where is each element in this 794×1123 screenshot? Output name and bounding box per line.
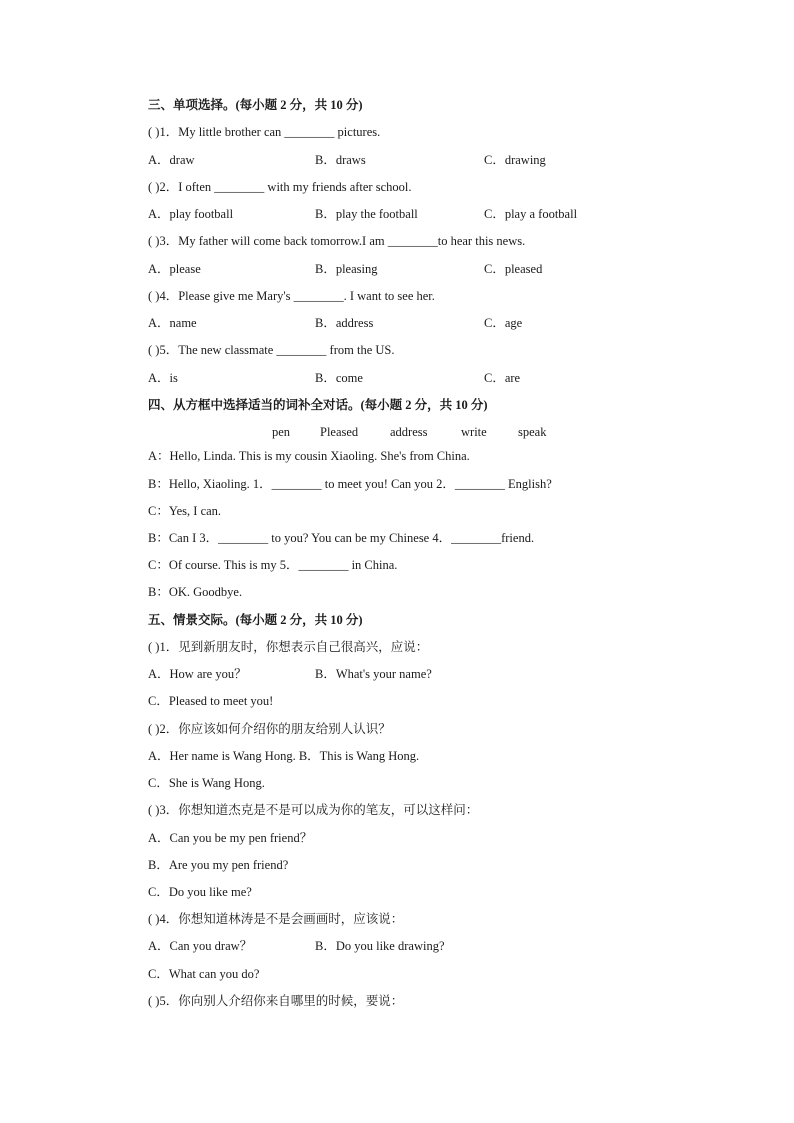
sec3-q5-stem: ( )5．The new classmate ________ from the US.: [148, 343, 395, 357]
sec3-q4-option-c: C．age: [484, 316, 523, 330]
sec3-q5-option-b: B．come: [315, 371, 363, 385]
sec3-q1-stem: ( )1．My little brother can ________ pictures.: [148, 125, 381, 139]
sec5-q2-stem: ( )2．你应该如何介绍你的朋友给别人认识？: [148, 722, 391, 736]
sec5-q5-stem: ( )5．你向别人介绍你来自哪里的时候，要说：: [148, 994, 404, 1008]
word-box-item: write: [461, 425, 487, 439]
sec5-q1-option-c: C．Pleased to meet you!: [148, 694, 274, 708]
dialogue-line: C：Of course. This is my 5．________ in China.: [148, 558, 398, 572]
sec5-q2-option-ab: A．Her name is Wang Hong. B．This is Wang Hong.: [148, 749, 420, 763]
sec5-q1-option-a: A．How are you？: [148, 667, 247, 681]
sec3-q3-stem: ( )3．My father will come back tomorrow.I am ________to hear this news.: [148, 234, 526, 248]
sec5-q3-option-a: A．Can you be my pen friend？: [148, 831, 313, 845]
sec5-q3-stem: ( )3．你想知道杰克是不是可以成为你的笔友，可以这样问：: [148, 803, 479, 817]
section-3-heading: 三、单项选择。(每小题 2 分，共 10 分): [148, 98, 363, 112]
sec5-q4-option-a: A．Can you draw？: [148, 939, 253, 953]
sec3-q2-option-b: B．play the football: [315, 207, 418, 221]
sec3-q2-stem: ( )2．I often ________ with my friends after school.: [148, 180, 412, 194]
dialogue-line: B：Can I 3．________ to you? You can be my Chinese 4．________friend.: [148, 531, 535, 545]
sec3-q4-option-a: A．name: [148, 316, 197, 330]
sec3-q1-option-a: A．draw: [148, 153, 195, 167]
sec3-q2-option-c: C．play a football: [484, 207, 578, 221]
dialogue-line: B：OK. Goodbye.: [148, 585, 243, 599]
sec3-q4-stem: ( )4．Please give me Mary's ________. I want to see her.: [148, 289, 435, 303]
sec3-q3-option-a: A．please: [148, 262, 201, 276]
sec5-q3-option-c: C．Do you like me?: [148, 885, 252, 899]
sec5-q4-option-b: B．Do you like drawing?: [315, 939, 445, 953]
sec5-q4-stem: ( )4．你想知道林涛是不是会画画时，应该说：: [148, 912, 404, 926]
word-box-item: pen: [272, 425, 291, 439]
word-box-item: speak: [518, 425, 547, 439]
word-box-item: address: [390, 425, 428, 439]
sec3-q2-option-a: A．play football: [148, 207, 234, 221]
sec3-q3-option-c: C．pleased: [484, 262, 543, 276]
sec5-q1-stem: ( )1．见到新朋友时，你想表示自己很高兴，应说：: [148, 640, 429, 654]
sec3-q5-option-a: A．is: [148, 371, 178, 385]
dialogue-line: C：Yes, I can.: [148, 504, 222, 518]
section-4-heading: 四、从方框中选择适当的词补全对话。(每小题 2 分，共 10 分): [148, 398, 488, 412]
sec3-q3-option-b: B．pleasing: [315, 262, 378, 276]
word-box-item: Pleased: [320, 425, 359, 439]
sec3-q4-option-b: B．address: [315, 316, 374, 330]
sec5-q4-option-c: C．What can you do?: [148, 967, 260, 981]
sec5-q1-option-b: B．What's your name?: [315, 667, 432, 681]
sec3-q5-option-c: C．are: [484, 371, 521, 385]
dialogue-line: B：Hello, Xiaoling. 1．________ to meet you! Can you 2．________ English?: [148, 477, 552, 491]
dialogue-line: A：Hello, Linda. This is my cousin Xiaoling. She's from China.: [148, 449, 470, 463]
sec3-q1-option-c: C．drawing: [484, 153, 546, 167]
sec5-q3-option-b: B．Are you my pen friend?: [148, 858, 289, 872]
sec5-q2-option-c: C．She is Wang Hong.: [148, 776, 265, 790]
section-5-heading: 五、情景交际。(每小题 2 分，共 10 分): [148, 613, 363, 627]
sec3-q1-option-b: B．draws: [315, 153, 366, 167]
